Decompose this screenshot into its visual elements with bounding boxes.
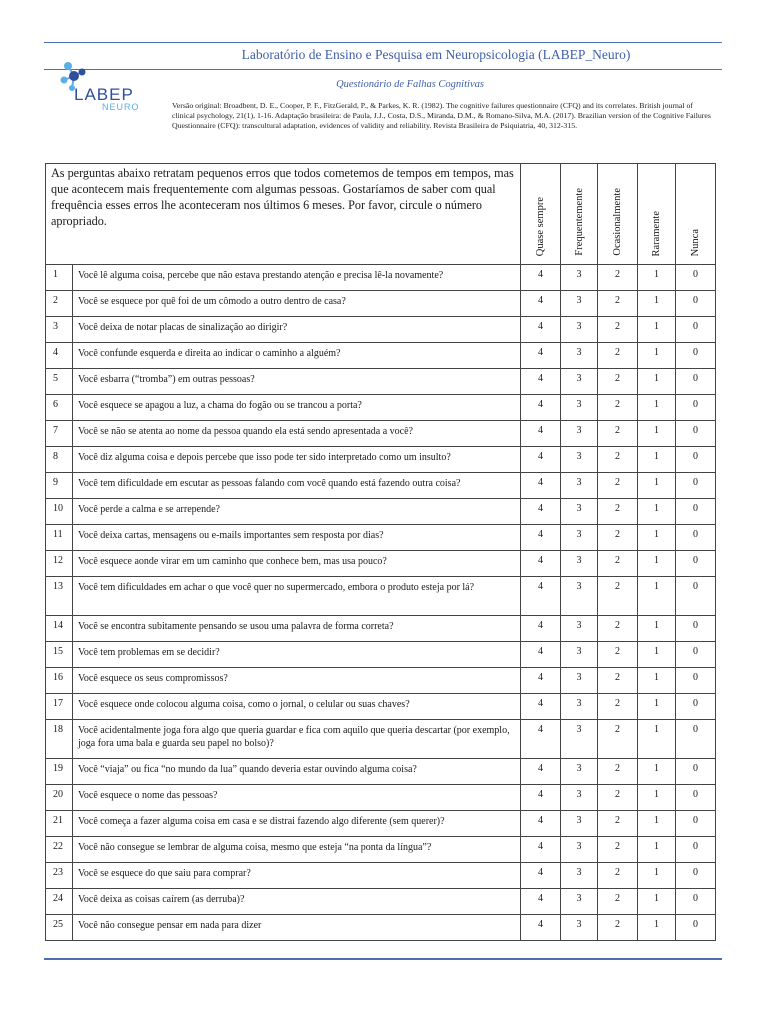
- score-option[interactable]: 2: [598, 499, 638, 525]
- score-option[interactable]: 4: [521, 837, 561, 863]
- score-option[interactable]: 4: [521, 421, 561, 447]
- question-row: [46, 668, 716, 694]
- score-option[interactable]: 3: [561, 694, 598, 720]
- question-text: Você deixa as coisas caírem (as derruba)?: [73, 889, 521, 915]
- question-number: 19: [46, 759, 73, 785]
- score-option[interactable]: 3: [561, 369, 598, 395]
- score-option[interactable]: 1: [638, 369, 676, 395]
- score-option[interactable]: 4: [521, 642, 561, 668]
- score-option[interactable]: 4: [521, 694, 561, 720]
- option-label: Raramente: [651, 210, 662, 256]
- question-text: Você se esquece por quê foi de um cômodo a outro dentro de casa?: [73, 291, 521, 317]
- option-header: [638, 164, 676, 265]
- score-option[interactable]: 1: [638, 837, 676, 863]
- score-option[interactable]: 3: [561, 317, 598, 343]
- score-option[interactable]: 4: [521, 395, 561, 421]
- option-header: [521, 164, 561, 265]
- score-option[interactable]: 2: [598, 694, 638, 720]
- score-option[interactable]: 0: [676, 343, 716, 369]
- score-option[interactable]: 4: [521, 317, 561, 343]
- score-option[interactable]: 3: [561, 889, 598, 915]
- score-option[interactable]: 0: [676, 759, 716, 785]
- score-option[interactable]: 3: [561, 291, 598, 317]
- option-header: [598, 164, 638, 265]
- question-number: 1: [46, 265, 73, 291]
- score-option[interactable]: 1: [638, 343, 676, 369]
- question-number: 8: [46, 447, 73, 473]
- score-option[interactable]: 3: [561, 395, 598, 421]
- score-option[interactable]: 2: [598, 317, 638, 343]
- question-text: Você se esquece do que saiu para comprar?: [73, 863, 521, 889]
- score-option[interactable]: 2: [598, 785, 638, 811]
- score-option[interactable]: 0: [676, 577, 716, 616]
- score-option[interactable]: 4: [521, 577, 561, 616]
- score-option[interactable]: 1: [638, 447, 676, 473]
- footer-rule: [44, 958, 722, 960]
- score-option[interactable]: 2: [598, 421, 638, 447]
- score-option[interactable]: 1: [638, 499, 676, 525]
- score-option[interactable]: 0: [676, 265, 716, 291]
- question-row: [46, 785, 716, 811]
- option-label: Ocasionalmente: [612, 188, 623, 256]
- question-number: 10: [46, 499, 73, 525]
- option-label: Frequentemente: [573, 188, 585, 256]
- question-number: 5: [46, 369, 73, 395]
- score-option[interactable]: 3: [561, 915, 598, 941]
- score-option[interactable]: 2: [598, 668, 638, 694]
- score-option[interactable]: 1: [638, 616, 676, 642]
- question-number: 6: [46, 395, 73, 421]
- score-option[interactable]: 4: [521, 369, 561, 395]
- option-label: Nunca: [690, 228, 701, 256]
- logo-subtext: NEURO: [102, 102, 140, 112]
- score-option[interactable]: 2: [598, 720, 638, 759]
- questionnaire-table: [45, 163, 716, 941]
- score-option[interactable]: 4: [521, 889, 561, 915]
- score-option[interactable]: 4: [521, 863, 561, 889]
- score-option[interactable]: 2: [598, 642, 638, 668]
- question-number: 12: [46, 551, 73, 577]
- score-option[interactable]: 4: [521, 265, 561, 291]
- question-text: Você tem dificuldade em escutar as pessoas falando com você quando está fazendo outra coisa?: [73, 473, 521, 499]
- question-row: [46, 915, 716, 941]
- score-option[interactable]: 4: [521, 473, 561, 499]
- score-option[interactable]: 4: [521, 720, 561, 759]
- score-option[interactable]: 0: [676, 694, 716, 720]
- question-number: 17: [46, 694, 73, 720]
- score-option[interactable]: 1: [638, 473, 676, 499]
- score-option[interactable]: 2: [598, 616, 638, 642]
- question-row: [46, 720, 716, 759]
- question-text: Você começa a fazer alguma coisa em casa e se distrai fazendo algo diferente (sem querer)?: [73, 811, 521, 837]
- question-row: [46, 837, 716, 863]
- header-row: [46, 164, 716, 265]
- score-option[interactable]: 3: [561, 642, 598, 668]
- question-number: 7: [46, 421, 73, 447]
- question-number: 3: [46, 317, 73, 343]
- score-option[interactable]: 3: [561, 785, 598, 811]
- question-text: Você acidentalmente joga fora algo que queria guardar e fica com aquilo que queria descartar (por exemplo, joga fora uma bala e guarda seu papel no bolso)?: [73, 720, 521, 759]
- score-option[interactable]: 2: [598, 395, 638, 421]
- question-text: Você esquece o nome das pessoas?: [73, 785, 521, 811]
- score-option[interactable]: 2: [598, 525, 638, 551]
- score-option[interactable]: 0: [676, 915, 716, 941]
- score-option[interactable]: 1: [638, 642, 676, 668]
- score-option[interactable]: 1: [638, 395, 676, 421]
- question-row: [46, 343, 716, 369]
- score-option[interactable]: 0: [676, 395, 716, 421]
- score-option[interactable]: 2: [598, 343, 638, 369]
- question-text: Você tem problemas em se decidir?: [73, 642, 521, 668]
- score-option[interactable]: 3: [561, 759, 598, 785]
- question-text: Você esquece aonde virar em um caminho que conhece bem, mas usa pouco?: [73, 551, 521, 577]
- question-row: [46, 447, 716, 473]
- question-text: Você confunde esquerda e direita ao indicar o caminho a alguém?: [73, 343, 521, 369]
- score-option[interactable]: 4: [521, 668, 561, 694]
- score-option[interactable]: 4: [521, 759, 561, 785]
- score-option[interactable]: 1: [638, 889, 676, 915]
- score-option[interactable]: 0: [676, 668, 716, 694]
- question-row: [46, 551, 716, 577]
- score-option[interactable]: 3: [561, 421, 598, 447]
- score-option[interactable]: 3: [561, 616, 598, 642]
- option-label: Quase sempre: [535, 196, 546, 256]
- question-row: [46, 421, 716, 447]
- question-text: Você lê alguma coisa, percebe que não estava prestando atenção e precisa lê-la novamente?: [73, 265, 521, 291]
- score-option[interactable]: 2: [598, 265, 638, 291]
- score-option[interactable]: 0: [676, 889, 716, 915]
- question-text: Você esquece se apagou a luz, a chama do fogão ou se trancou a porta?: [73, 395, 521, 421]
- score-option[interactable]: 1: [638, 811, 676, 837]
- question-row: [46, 369, 716, 395]
- score-option[interactable]: 3: [561, 343, 598, 369]
- question-number: 14: [46, 616, 73, 642]
- question-text: Você deixa cartas, mensagens ou e-mails importantes sem resposta por dias?: [73, 525, 521, 551]
- score-option[interactable]: 4: [521, 447, 561, 473]
- score-option[interactable]: 1: [638, 317, 676, 343]
- score-option[interactable]: 0: [676, 447, 716, 473]
- header-top-rule: [44, 42, 722, 43]
- score-option[interactable]: 1: [638, 759, 676, 785]
- score-option[interactable]: 1: [638, 863, 676, 889]
- score-option[interactable]: 0: [676, 317, 716, 343]
- score-option[interactable]: 0: [676, 837, 716, 863]
- question-number: 18: [46, 720, 73, 759]
- score-option[interactable]: 0: [676, 473, 716, 499]
- score-option[interactable]: 2: [598, 369, 638, 395]
- score-option[interactable]: 1: [638, 291, 676, 317]
- score-option[interactable]: 4: [521, 343, 561, 369]
- question-number: 16: [46, 668, 73, 694]
- score-option[interactable]: 2: [598, 759, 638, 785]
- instructions: As perguntas abaixo retratam pequenos erros que todos cometemos de tempos em tempos, mas que acontecem mais frequentemente com algumas pessoas. Gostaríamos de saber com qual frequência esses erros lhe aconteceram nos últimos 6 meses. Por favor, circule o número apropriado.: [46, 164, 521, 265]
- score-option[interactable]: 4: [521, 915, 561, 941]
- score-option[interactable]: 2: [598, 863, 638, 889]
- question-text: Você “viaja” ou fica “no mundo da lua” quando deveria estar ouvindo alguma coisa?: [73, 759, 521, 785]
- score-option[interactable]: 0: [676, 525, 716, 551]
- question-row: [46, 473, 716, 499]
- lab-title: Laboratório de Ensino e Pesquisa em Neuropsicologia (LABEP_Neuro): [241, 47, 631, 62]
- question-text: Você não consegue pensar em nada para dizer: [73, 915, 521, 941]
- question-number: 2: [46, 291, 73, 317]
- question-row: [46, 642, 716, 668]
- score-option[interactable]: 1: [638, 720, 676, 759]
- score-option[interactable]: 3: [561, 499, 598, 525]
- logo-text: LABEP: [74, 85, 134, 104]
- score-option[interactable]: 3: [561, 720, 598, 759]
- score-option[interactable]: 3: [561, 265, 598, 291]
- question-number: 23: [46, 863, 73, 889]
- score-option[interactable]: 4: [521, 499, 561, 525]
- score-option[interactable]: 4: [521, 616, 561, 642]
- score-option[interactable]: 4: [521, 525, 561, 551]
- question-text: Você deixa de notar placas de sinalização ao dirigir?: [73, 317, 521, 343]
- score-option[interactable]: 4: [521, 811, 561, 837]
- score-option[interactable]: 2: [598, 291, 638, 317]
- score-option[interactable]: 0: [676, 863, 716, 889]
- score-option[interactable]: 2: [598, 473, 638, 499]
- score-option[interactable]: 3: [561, 473, 598, 499]
- option-header: [561, 164, 598, 265]
- question-row: [46, 616, 716, 642]
- question-number: 9: [46, 473, 73, 499]
- score-option[interactable]: 0: [676, 785, 716, 811]
- question-row: [46, 694, 716, 720]
- question-number: 13: [46, 577, 73, 616]
- score-option[interactable]: 2: [598, 811, 638, 837]
- question-number: 21: [46, 811, 73, 837]
- questionnaire-title: Questionário de Falhas Cognitivas: [336, 79, 484, 90]
- score-option[interactable]: 0: [676, 499, 716, 525]
- score-option[interactable]: 2: [598, 837, 638, 863]
- question-text: Você esquece onde colocou alguma coisa, como o jornal, o celular ou suas chaves?: [73, 694, 521, 720]
- score-option[interactable]: 0: [676, 811, 716, 837]
- score-option[interactable]: 2: [598, 889, 638, 915]
- score-option[interactable]: 1: [638, 785, 676, 811]
- question-number: 11: [46, 525, 73, 551]
- question-number: 24: [46, 889, 73, 915]
- question-text: Você perde a calma e se arrepende?: [73, 499, 521, 525]
- score-option[interactable]: 2: [598, 447, 638, 473]
- score-option[interactable]: 1: [638, 551, 676, 577]
- score-option[interactable]: 3: [561, 551, 598, 577]
- question-row: [46, 395, 716, 421]
- question-row: [46, 499, 716, 525]
- score-option[interactable]: 1: [638, 421, 676, 447]
- question-row: [46, 863, 716, 889]
- question-text: Você esquece os seus compromissos?: [73, 668, 521, 694]
- score-option[interactable]: 3: [561, 668, 598, 694]
- score-option[interactable]: 0: [676, 616, 716, 642]
- score-option[interactable]: 2: [598, 915, 638, 941]
- question-number: 25: [46, 915, 73, 941]
- question-text: Você se encontra subitamente pensando se usou uma palavra de forma correta?: [73, 616, 521, 642]
- score-option[interactable]: 1: [638, 668, 676, 694]
- question-row: [46, 291, 716, 317]
- score-option[interactable]: 3: [561, 447, 598, 473]
- labep-neuro-logo: [50, 58, 160, 114]
- question-number: 22: [46, 837, 73, 863]
- question-text: Você diz alguma coisa e depois percebe que isso pode ter sido interpretado como um insulto?: [73, 447, 521, 473]
- score-option[interactable]: 0: [676, 642, 716, 668]
- score-option[interactable]: 3: [561, 837, 598, 863]
- score-option[interactable]: 1: [638, 915, 676, 941]
- question-row: [46, 759, 716, 785]
- score-option[interactable]: 0: [676, 421, 716, 447]
- question-text: Você não consegue se lembrar de alguma coisa, mesmo que esteja “na ponta da língua”?: [73, 837, 521, 863]
- option-header: [676, 164, 716, 265]
- score-option[interactable]: 4: [521, 551, 561, 577]
- score-option[interactable]: 3: [561, 811, 598, 837]
- question-row: [46, 265, 716, 291]
- score-option[interactable]: 1: [638, 577, 676, 616]
- question-row: [46, 317, 716, 343]
- question-number: 20: [46, 785, 73, 811]
- score-option[interactable]: 1: [638, 525, 676, 551]
- question-text: Você se não se atenta ao nome da pessoa quando ela está sendo apresentada a você?: [73, 421, 521, 447]
- score-option[interactable]: 2: [598, 551, 638, 577]
- question-row: [46, 811, 716, 837]
- score-option[interactable]: 0: [676, 369, 716, 395]
- score-option[interactable]: 3: [561, 525, 598, 551]
- question-row: [46, 577, 716, 616]
- score-option[interactable]: 0: [676, 291, 716, 317]
- score-option[interactable]: 0: [676, 720, 716, 759]
- score-option[interactable]: 4: [521, 785, 561, 811]
- score-option[interactable]: 1: [638, 694, 676, 720]
- score-option[interactable]: 3: [561, 577, 598, 616]
- question-text: Você esbarra (“tromba”) em outras pessoas?: [73, 369, 521, 395]
- question-row: [46, 525, 716, 551]
- question-number: 15: [46, 642, 73, 668]
- score-option[interactable]: 3: [561, 863, 598, 889]
- score-option[interactable]: 2: [598, 577, 638, 616]
- question-row: [46, 889, 716, 915]
- question-text: Você tem dificuldades em achar o que você quer no supermercado, embora o produto esteja por lá?: [73, 577, 521, 616]
- score-option[interactable]: 1: [638, 265, 676, 291]
- question-number: 4: [46, 343, 73, 369]
- citation: Versão original: Broadbent, D. E., Cooper, P. F., FitzGerald, P., & Parkes, K. R. (1982). The cognitive failures questionnaire (CFQ) and its correlates. British journal of clinical psychology, 21(1), 1-16. Adaptação brasileira: de Paula, J.J., Costa, D.S., Miranda, D.M., & Romano-Silva, M.A. (2017). Brazilian version of the Cognitive Failures Questionnaire (CFQ): transcultural adaptation, evidences of validity and reliability. Revista Brasileira de Psiquiatria, 40, 312-315.: [172, 101, 711, 130]
- score-option[interactable]: 4: [521, 291, 561, 317]
- score-option[interactable]: 0: [676, 551, 716, 577]
